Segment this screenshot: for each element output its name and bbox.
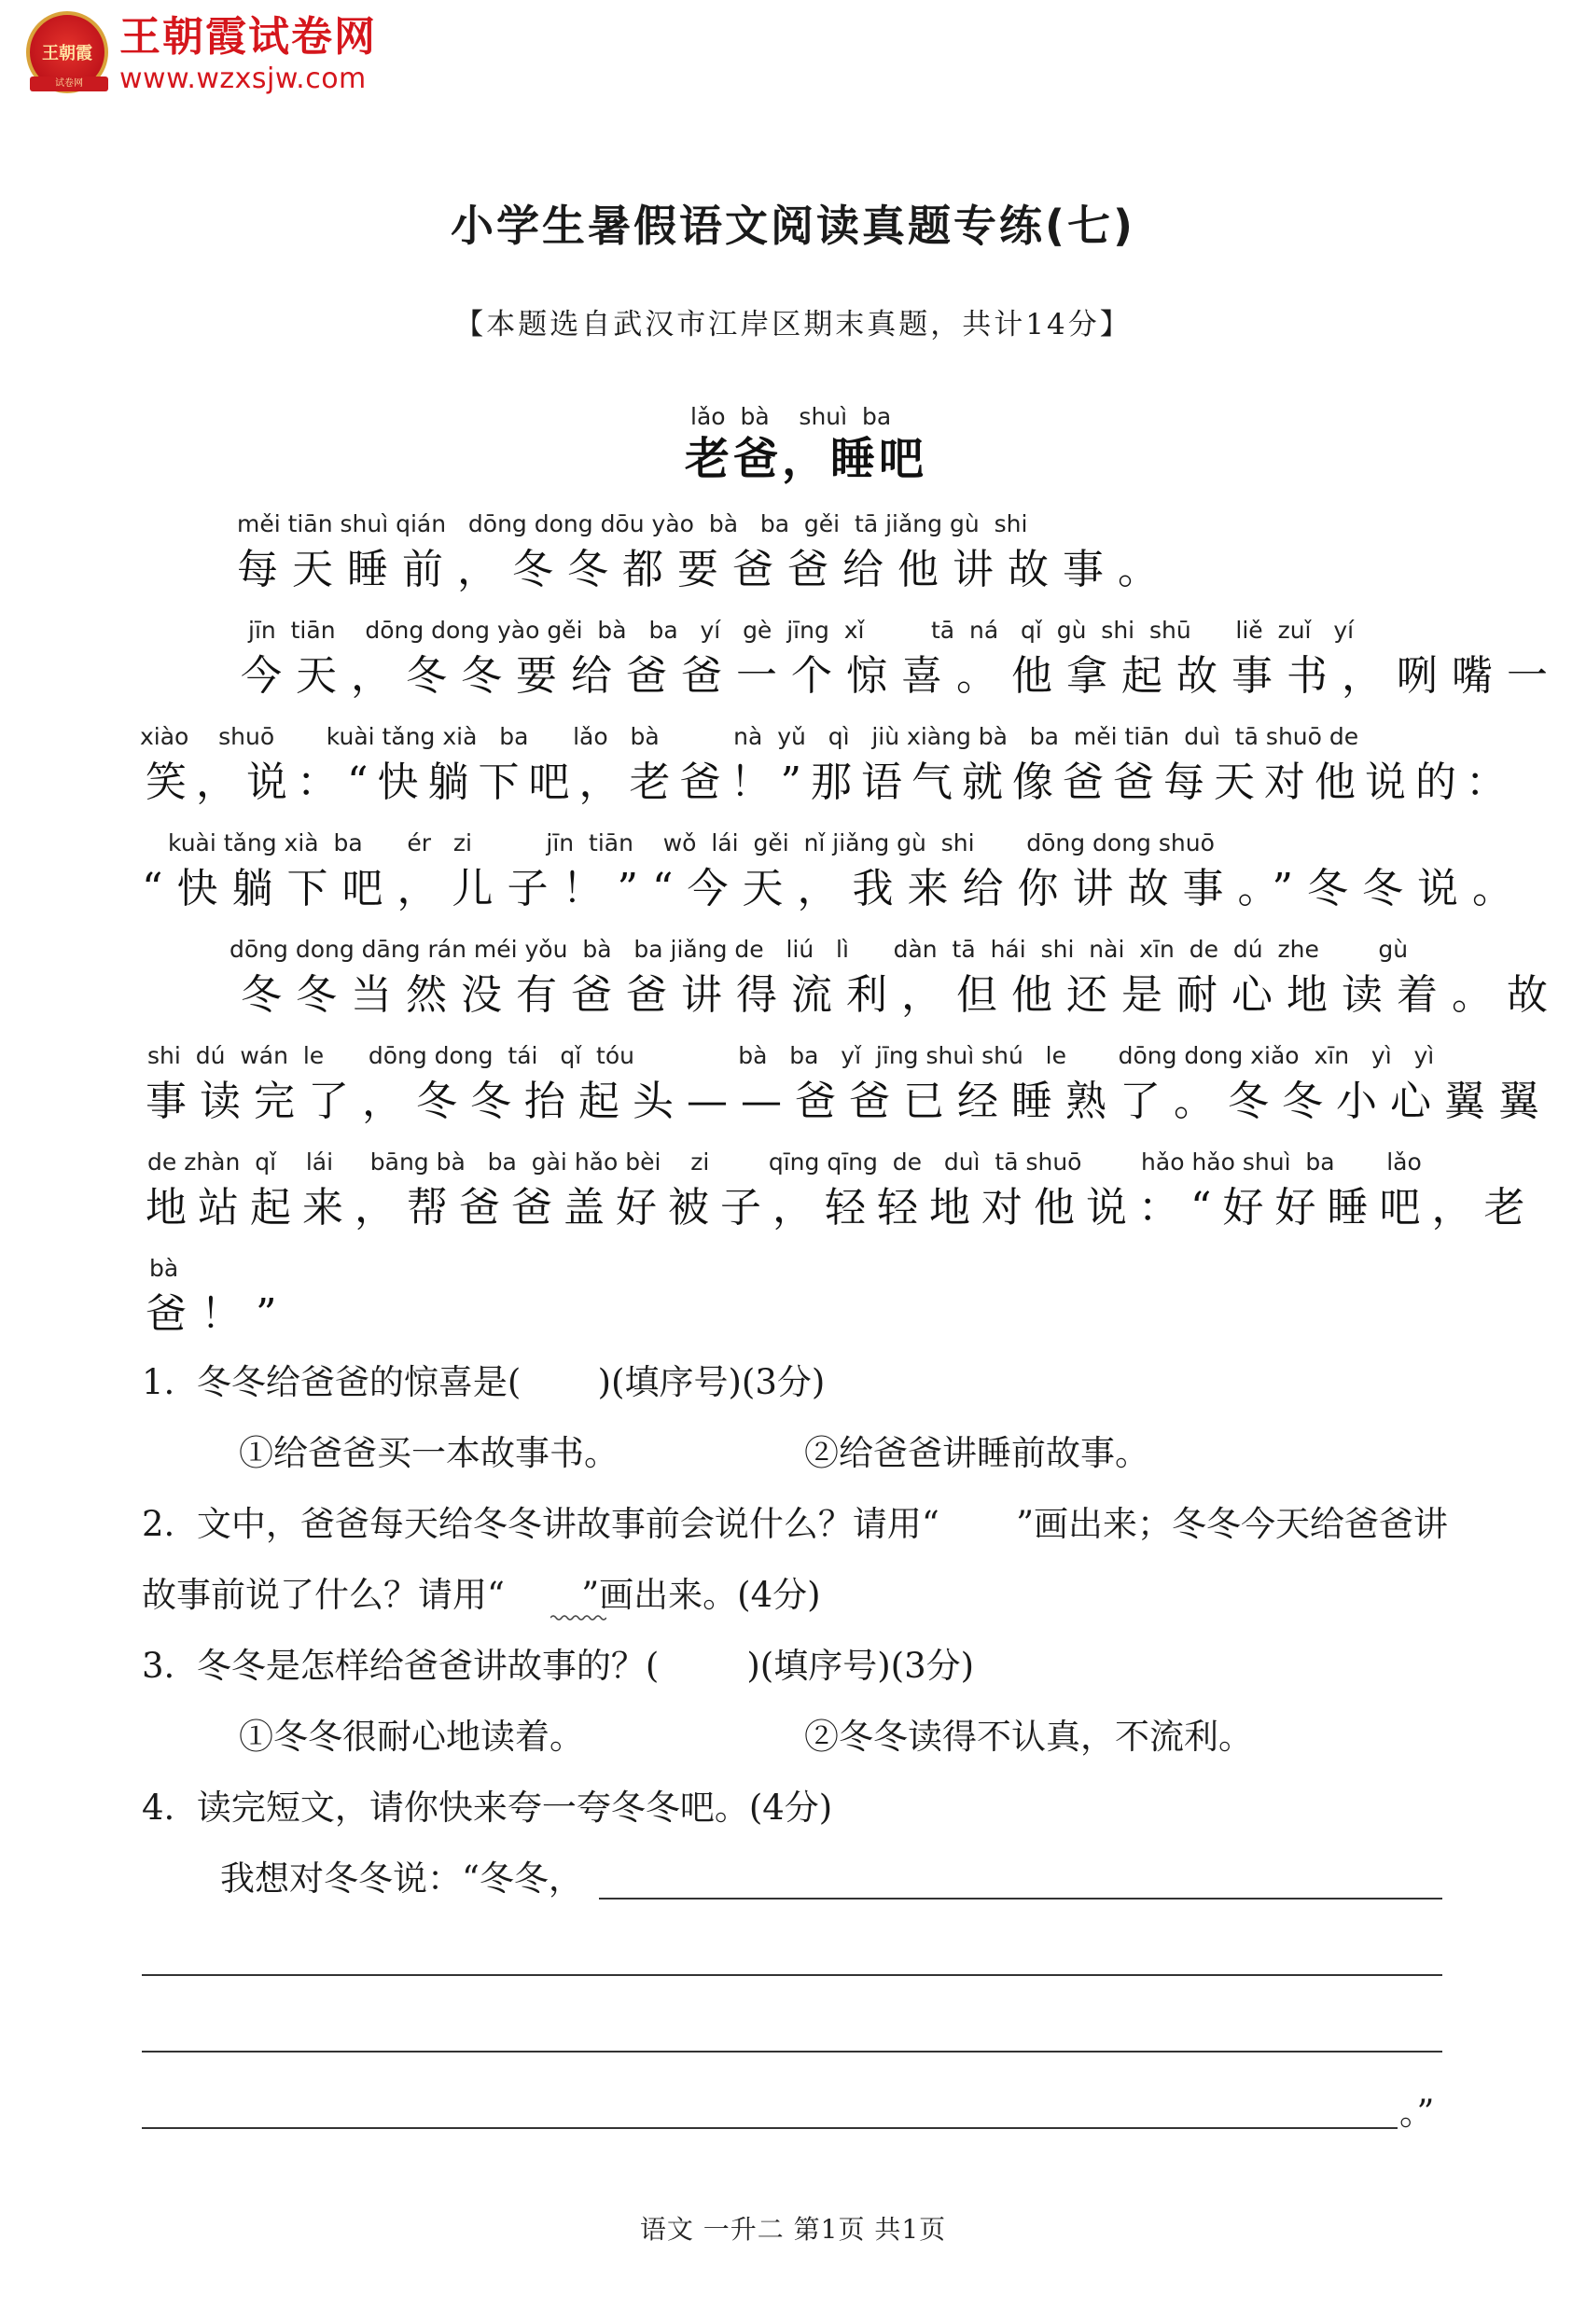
question-3-option-2: ②冬冬读得不认真，不流利。: [804, 1717, 1253, 1757]
logo-url: www.wzxsjw.com: [119, 63, 367, 95]
passage-line-text: 冬冬当然没有爸爸讲得流利，但他还是耐心地读着。故: [241, 971, 1562, 1019]
passage-title: 老爸，睡吧: [685, 433, 928, 485]
passage-title-pinyin: lǎo bà shuì ba: [690, 403, 892, 430]
passage-line-pinyin: xiào shuō kuài tǎng xià ba lǎo bà nà yǔ qì jiù xiàng bà ba měi tiān duì tā shuō de: [140, 723, 1359, 750]
question-4-closing-quote: 。”: [1399, 2093, 1435, 2133]
answer-line[interactable]: [142, 2127, 1398, 2129]
question-2-line-1: 2. 文中，爸爸每天给冬冬讲故事前会说什么？请用“ ”画出来；冬冬今天给爸爸讲: [142, 1504, 1448, 1544]
passage-line-pinyin: bà: [149, 1255, 179, 1282]
passage-line: [0, 617, 1586, 710]
passage-line: [0, 510, 1586, 604]
passage-line: [0, 936, 1586, 1029]
page-footer: 语文 一升二 第1页 共1页: [639, 2214, 947, 2245]
passage-line-pinyin: de zhàn qǐ lái bāng bà ba gài hǎo bèi zi qīng qīng de duì tā shuō hǎo hǎo shuì ba lǎo: [147, 1148, 1422, 1176]
passage-line-pinyin: kuài tǎng xià ba ér zi jīn tiān wǒ lái gěi nǐ jiǎng gù shi dōng dong shuō: [168, 829, 1215, 856]
site-logo: [26, 11, 399, 97]
answer-line[interactable]: [599, 1898, 1442, 1900]
passage-line-text: 今天，冬冬要给爸爸一个惊喜。他拿起故事书，咧嘴一: [241, 652, 1562, 700]
passage-line: [0, 1148, 1586, 1242]
question-1-option-1: ①给爸爸买一本故事书。: [239, 1433, 619, 1473]
passage-line-text: 每天睡前，冬冬都要爸爸给他讲故事。: [237, 546, 1173, 593]
question-2-line-2: 故事前说了什么？请用“ ”画出来。(4分): [142, 1575, 821, 1615]
passage-line: [0, 723, 1586, 816]
passage-line-text: 爸！”: [146, 1290, 291, 1338]
question-3-option-1: ①冬冬很耐心地读着。: [239, 1717, 584, 1757]
answer-line[interactable]: [142, 2051, 1442, 2053]
passage-line-pinyin: měi tiān shuì qián dōng dong dōu yào bà ba gěi tā jiǎng gù shi: [237, 510, 1028, 537]
passage-line: [0, 1255, 1586, 1348]
question-1: 1. 冬冬给爸爸的惊喜是( )(填序号)(3分): [142, 1362, 826, 1402]
logo-name: 王朝霞试卷网: [119, 13, 377, 61]
page-title: 小学生暑假语文阅读真题专练(七): [450, 201, 1136, 251]
passage-line-pinyin: dōng dong dāng rán méi yǒu bà ba jiǎng de liú lì dàn tā hái shi nài xīn de dú zhe gù: [230, 936, 1409, 963]
passage-line: [0, 1042, 1586, 1135]
question-4: 4. 读完短文，请你快来夸一夸冬冬吧。(4分): [142, 1788, 833, 1828]
wavy-underline-icon: [550, 1614, 606, 1621]
passage-line-text: 地站起来，帮爸爸盖好被子，轻轻地对他说：“好好睡吧，老: [146, 1184, 1537, 1232]
logo-ribbon: 试卷网: [30, 77, 108, 91]
passage-line: [0, 829, 1586, 923]
question-3: 3. 冬冬是怎样给爸爸讲故事的？( )(填序号)(3分): [142, 1646, 975, 1686]
passage-line-pinyin: shi dú wán le dōng dong tái qǐ tóu bà ba yǐ jīng shuì shú le dōng dong xiǎo xīn yì yì: [147, 1042, 1435, 1069]
question-1-option-2: ②给爸爸讲睡前故事。: [804, 1433, 1149, 1473]
passage-line-text: “快躺下吧，儿子！”“今天，我来给你讲故事。”冬冬说。: [142, 865, 1527, 912]
passage-line-text: 事读完了，冬冬抬起头——爸爸已经睡熟了。冬冬小心翼翼: [146, 1078, 1552, 1125]
logo-seal: 王朝霞: [26, 11, 108, 93]
passage-line-text: 笑，说：“快躺下吧，老爸！”那语气就像爸爸每天对他说的：: [146, 758, 1516, 806]
page-subtitle: 【本题选自武汉市江岸区期末真题，共计14分】: [454, 308, 1132, 341]
passage-title-block: [0, 403, 1586, 496]
passage-line-pinyin: jīn tiān dōng dong yào gěi bà ba yí gè jīng xǐ tā ná qǐ gù shi shū liě zuǐ yí: [248, 617, 1355, 644]
answer-line[interactable]: [142, 1974, 1442, 1976]
question-4-prompt: 我想对冬冬说：“冬冬，: [220, 1858, 583, 1899]
